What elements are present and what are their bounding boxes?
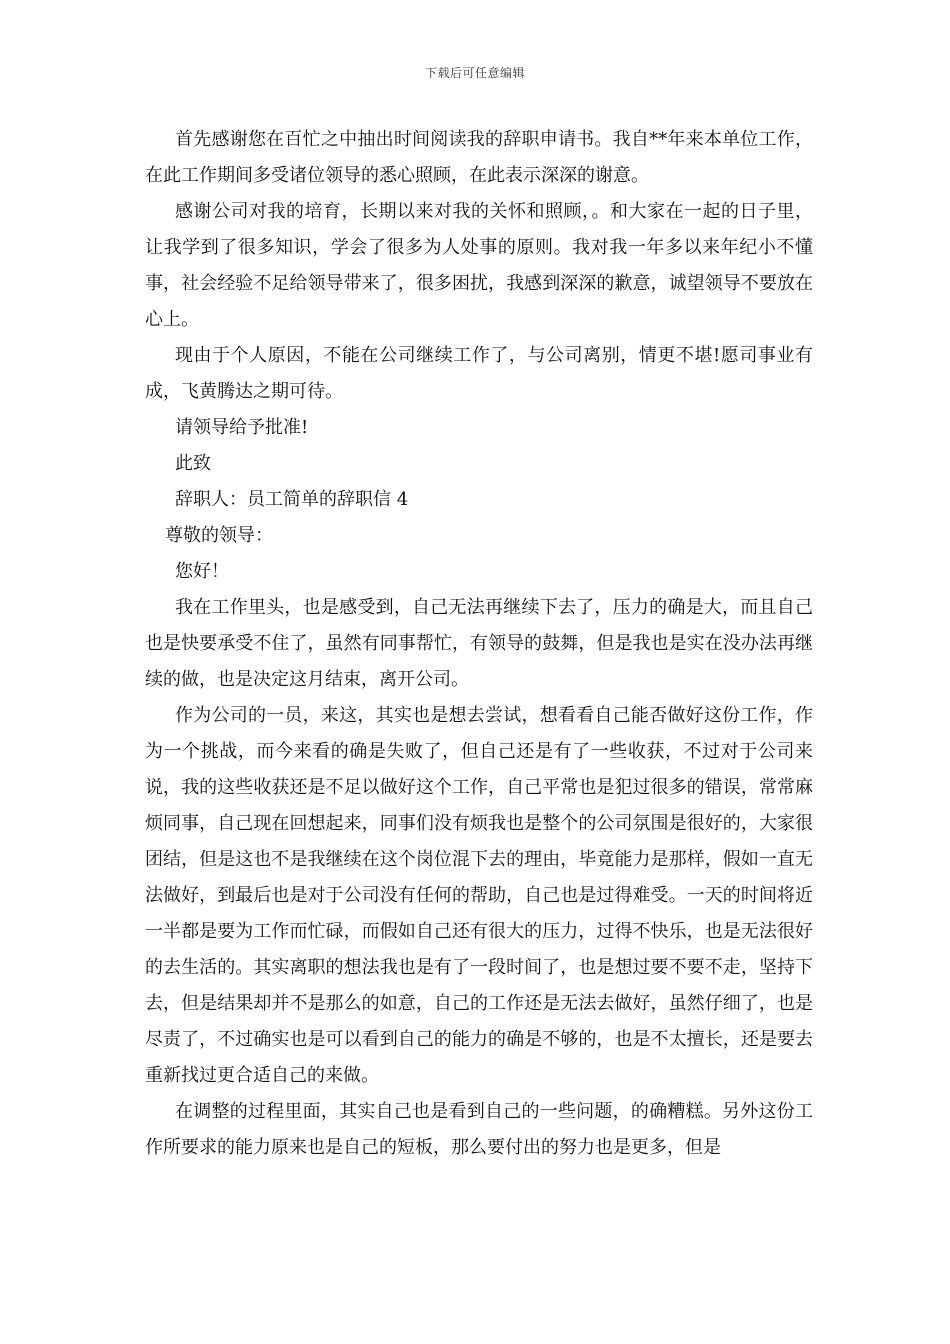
- paragraph-reflection: 作为公司的一员，来这，其实也是想去尝试，想看看自己能否做好这份工作，作为一个挑战，而今来看的确是失败了，但自己还是有了一些收获，不过对于公司来说，我的这些收获还是不足以做好这个工作，自己平常也是犯过很多的错误，常常麻烦同事，自己现在回想起来，同事们没有烦我也是整个的公司氛围是很好的，大家很团结，但是这也不是我继续在这个岗位混下去的理由，毕竟能力是那样，假如一直无法做好，到最后也是对于公司没有任何的帮助，自己也是过得难受。一天的时间将近一半都是要为工作而忙碌，而假如自己还有很大的压力，过得不快乐，也是无法很好的去生活的。其实离职的想法我也是有了一段时间了，也是想过要不要不走，坚持下去，但是结果却并不是那么的如意，自己的工作还是无法去做好，虽然仔细了，也是尽责了，不过确实也是可以看到自己的能力的确是不够的，也是不太擅长，还是要去重新找过更合适自己的来做。: [145, 705, 813, 1086]
- paragraph-thanks: 首先感谢您在百忙之中抽出时间阅读我的辞职申请书。我自**年来本单位工作，在此工作期间多受诸位领导的悉心照顾，在此表示深深的谢意。: [145, 129, 813, 186]
- paragraph-closing: 此致: [175, 453, 211, 474]
- paragraph-request: 请领导给予批准!: [175, 417, 309, 438]
- paragraph-adjustment: 在调整的过程里面，其实自己也是看到自己的一些问题，的确糟糕。另外这份工作所要求的能力原来也是自己的短板，那么要付出的努力也是更多，但是: [145, 1101, 813, 1158]
- paragraph-greeting: 您好！: [175, 561, 229, 582]
- document-body: [145, 122, 813, 1166]
- paragraph-salutation: 尊敬的领导：: [165, 525, 273, 546]
- page-header: 下载后可任意编辑: [424, 66, 525, 80]
- paragraph-pressure: 我在工作里头，也是感受到，自己无法再继续下去了，压力的确是大，而且自己也是快要承受不住了，虽然有同事帮忙，有领导的鼓舞，但是我也是实在没办法再继续的做，也是决定这月结束，离开公司。: [145, 597, 813, 690]
- paragraph-signature: 辞职人：员工简单的辞职信 4: [175, 489, 409, 510]
- paragraph-reason: 现由于个人原因，不能在公司继续工作了，与公司离别，情更不堪!愿司事业有成，飞黄腾达之期可待。: [145, 345, 813, 402]
- paragraph-gratitude: 感谢公司对我的培育，长期以来对我的关怀和照顾，。和大家在一起的日子里，让我学到了很多知识，学会了很多为人处事的原则。我对我一年多以来年纪小不懂事，社会经验不足给领导带来了，很多困扰，我感到深深的歉意，诚望领导不要放在心上。: [145, 201, 813, 330]
